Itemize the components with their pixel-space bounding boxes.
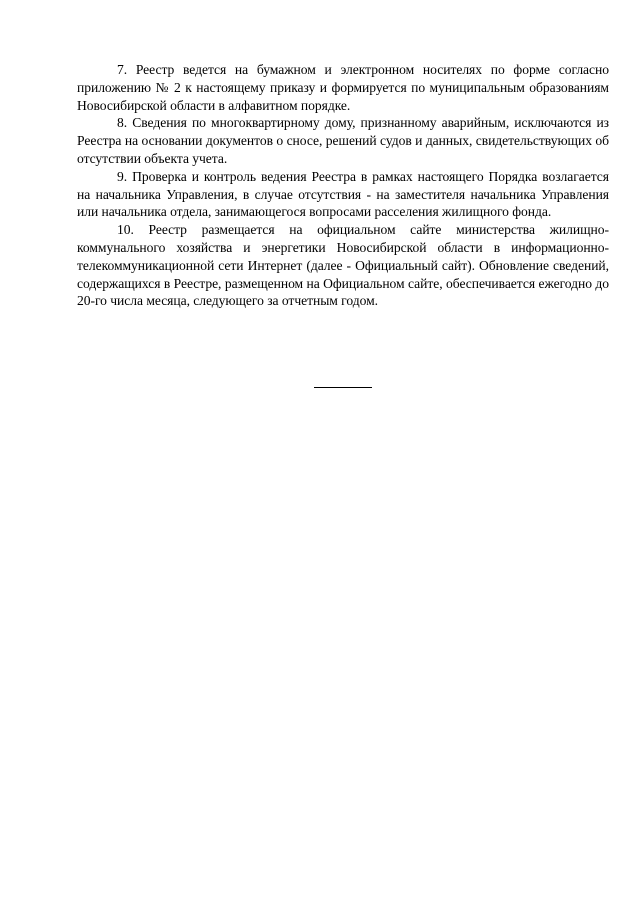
paragraph-text: Проверка и контроль ведения Реестра в рамках настоящего Порядка возлагается на начальника Управления, в случае отсутствия - на заместителя начальника Управления или начальника отдела, занимающегося вопросами расселения жилищного фонда. <box>77 168 609 220</box>
paragraph-number: 7. <box>117 62 128 77</box>
paragraph-text: Сведения по многоквартирному дому, признанному аварийным, исключаются из Реестра на основании документов о сносе, решений судов и данных, свидетельствующих об отсутствии объекта учета. <box>77 115 609 166</box>
paragraph-7 <box>77 61 609 114</box>
paragraph-number: 8. <box>117 115 128 131</box>
paragraph-text: Реестр ведется на бумажном и электронном носителях по форме согласно приложению № 2 к настоящему приказу и формируется по муниципальным образованиям Новосибирской области в алфавитном порядке. <box>77 62 609 113</box>
paragraph-9 <box>77 168 609 221</box>
document-body <box>77 61 609 310</box>
paragraph-number: 10. <box>117 222 134 238</box>
paragraph-number: 9. <box>117 168 128 184</box>
paragraph-8 <box>77 114 609 167</box>
paragraph-text: Реестр размещается на официальном сайте министерства жилищно-коммунального хозяйства и энергетики Новосибирской области в информационно-телекоммуникационной сети Интернет (далее - Официальный сайт). Обновление сведений, содержащихся в Реестре, размещенном на Официальном сайте, обеспечивается ежегодно до 20-го числа месяца, следующего за отчетным годом. <box>77 222 609 309</box>
end-divider-line <box>314 387 372 388</box>
paragraph-10 <box>77 221 609 310</box>
